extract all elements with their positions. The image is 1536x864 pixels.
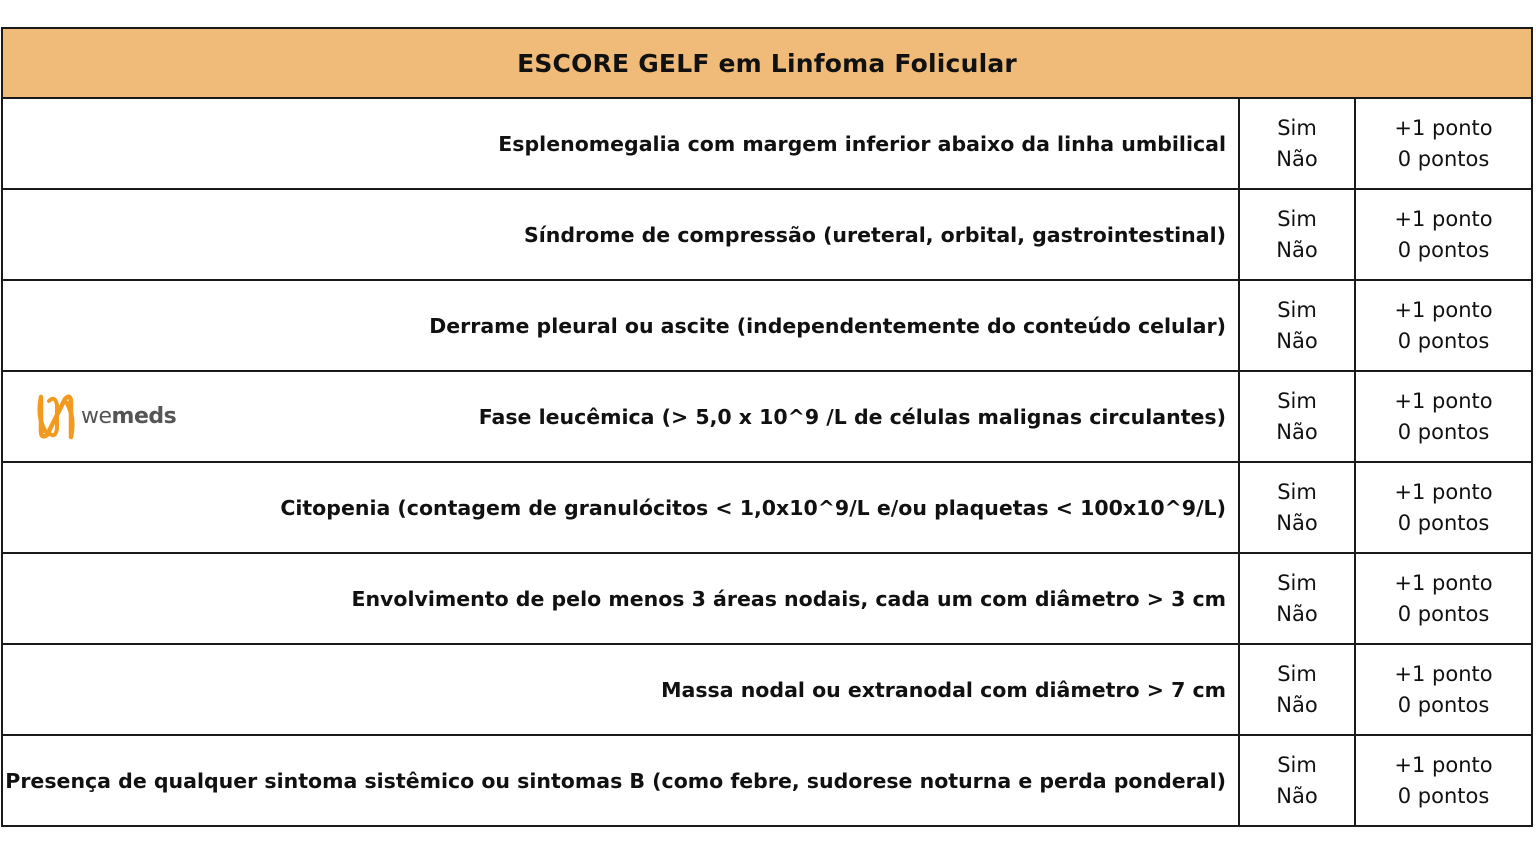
answer-yes: Sim [1277,570,1317,595]
points-no: 0 pontos [1397,510,1490,535]
points-cell [1355,462,1532,553]
answer-no: Não [1276,419,1318,444]
answer-cell [1239,735,1355,826]
answer-cell [1239,98,1355,189]
answer-yes: Sim [1277,388,1317,413]
answer-no: Não [1276,510,1318,535]
wemeds-logo [35,391,176,443]
points-yes: +1 ponto [1394,661,1493,686]
answer-cell [1239,371,1355,462]
points-yes: +1 ponto [1394,479,1493,504]
table-row [2,371,1532,462]
points-no: 0 pontos [1397,237,1490,262]
points-yes: +1 ponto [1394,297,1493,322]
table-row [2,280,1532,371]
answer-yes: Sim [1277,752,1317,777]
answer-cell [1239,280,1355,371]
table-row [2,189,1532,280]
points-yes: +1 ponto [1394,388,1493,413]
criterion-cell: Envolvimento de pelo menos 3 áreas nodais, cada um com diâmetro > 3 cm [2,553,1239,644]
answer-yes: Sim [1277,661,1317,686]
criterion-cell: Citopenia (contagem de granulócitos < 1,0x10^9/L e/ou plaquetas < 100x10^9/L) [2,462,1239,553]
points-cell [1355,98,1532,189]
answer-yes: Sim [1277,206,1317,231]
criterion-cell: Presença de qualquer sintoma sistêmico ou sintomas B (como febre, sudorese noturna e perda ponderal) [2,735,1239,826]
answer-no: Não [1276,237,1318,262]
points-cell [1355,644,1532,735]
points-cell [1355,189,1532,280]
points-no: 0 pontos [1397,328,1490,353]
points-no: 0 pontos [1397,783,1490,808]
criterion-cell: Derrame pleural ou ascite (independentemente do conteúdo celular) [2,280,1239,371]
criterion-text: Fase leucêmica (> 5,0 x 10^9 /L de células malignas circulantes) [478,404,1226,429]
answer-cell [1239,189,1355,280]
answer-cell [1239,553,1355,644]
wemeds-logo-text: wemeds [81,404,177,429]
points-cell [1355,371,1532,462]
answer-no: Não [1276,692,1318,717]
answer-no: Não [1276,783,1318,808]
criterion-cell: Massa nodal ou extranodal com diâmetro > 7 cm [2,644,1239,735]
points-no: 0 pontos [1397,146,1490,171]
answer-no: Não [1276,146,1318,171]
answer-yes: Sim [1277,115,1317,140]
criterion-cell: Síndrome de compressão (ureteral, orbital, gastrointestinal) [2,189,1239,280]
table-row [2,462,1532,553]
points-yes: +1 ponto [1394,206,1493,231]
points-no: 0 pontos [1397,601,1490,626]
points-cell [1355,553,1532,644]
gelf-score-table [1,27,1533,827]
points-yes: +1 ponto [1394,752,1493,777]
answer-no: Não [1276,328,1318,353]
points-cell [1355,280,1532,371]
table-title: ESCORE GELF em Linfoma Folicular [2,28,1532,98]
wemeds-logo-icon [35,391,77,443]
table-row [2,553,1532,644]
answer-yes: Sim [1277,479,1317,504]
criterion-cell [2,371,1239,462]
table-row [2,735,1532,826]
criterion-cell: Esplenomegalia com margem inferior abaixo da linha umbilical [2,98,1239,189]
answer-cell [1239,462,1355,553]
table-row [2,98,1532,189]
points-yes: +1 ponto [1394,115,1493,140]
answer-cell [1239,644,1355,735]
table-row [2,644,1532,735]
points-no: 0 pontos [1397,692,1490,717]
points-yes: +1 ponto [1394,570,1493,595]
answer-no: Não [1276,601,1318,626]
points-no: 0 pontos [1397,419,1490,444]
points-cell [1355,735,1532,826]
answer-yes: Sim [1277,297,1317,322]
